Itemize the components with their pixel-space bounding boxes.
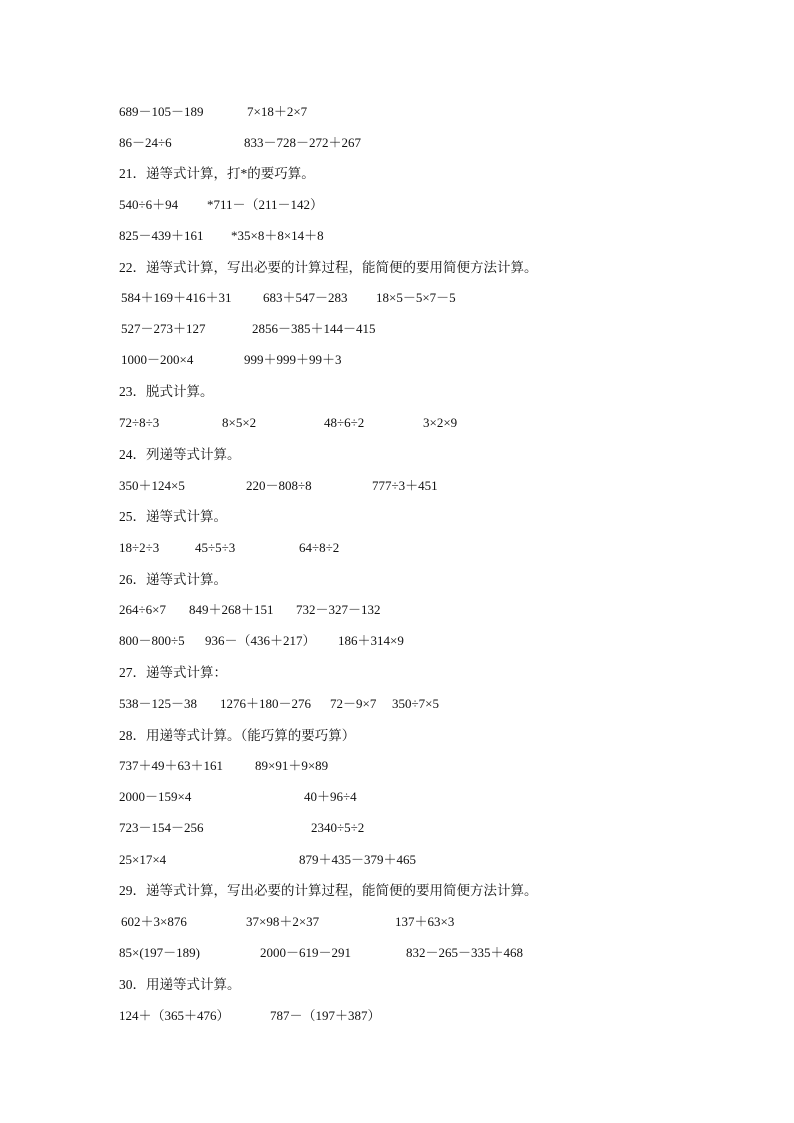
expression-row: [0, 818, 794, 838]
expression: 48÷6÷2: [324, 415, 365, 430]
expression: 85×(197－189): [119, 945, 200, 960]
expression-row: [0, 195, 794, 215]
question-heading: [0, 507, 794, 527]
expression: 832－265－335＋468: [406, 945, 524, 960]
expression-row: [0, 943, 794, 963]
expression-row: [0, 912, 794, 932]
expression: 64÷8÷2: [299, 540, 340, 555]
expression-row: [0, 476, 794, 496]
expression-row: [0, 1006, 794, 1026]
question-heading: [0, 881, 794, 901]
expression: 2856－385＋144－415: [252, 321, 376, 336]
expression: 264÷6×7: [119, 602, 166, 617]
expression: 18÷2÷3: [119, 540, 160, 555]
expression: 2000－619－291: [260, 945, 352, 960]
expression: 527－273＋127: [121, 321, 206, 336]
expression: 584＋169＋416＋31: [121, 290, 232, 305]
expression: 220－808÷8: [246, 478, 312, 493]
expression: 689－105－189: [119, 104, 204, 119]
expression: 1276＋180－276: [220, 696, 312, 711]
expression: 86－24÷6: [119, 135, 172, 150]
expression: 999＋999＋99＋3: [244, 352, 342, 367]
question-heading: [0, 258, 794, 278]
question-heading: [0, 382, 794, 402]
question-text: 30．用递等式计算。: [119, 977, 241, 992]
expression-row: [0, 133, 794, 153]
expression: 737＋49＋63＋161: [119, 758, 224, 773]
expression-row: [0, 350, 794, 370]
expression: 72－9×7: [330, 696, 377, 711]
expression: 7×18＋2×7: [247, 104, 308, 119]
expression: 602＋3×876: [121, 914, 187, 929]
question-heading: [0, 570, 794, 590]
expression-row: [0, 631, 794, 651]
question-text: 27．递等式计算：: [119, 665, 227, 680]
expression: *35×8＋8×14＋8: [231, 228, 324, 243]
expression: 879＋435－379＋465: [299, 852, 417, 867]
expression: 18×5－5×7－5: [376, 290, 456, 305]
expression: 40＋96÷4: [304, 789, 357, 804]
expression: 45÷5÷3: [195, 540, 236, 555]
expression-row: [0, 413, 794, 433]
question-text: 26．递等式计算。: [119, 572, 227, 587]
expression: 350＋124×5: [119, 478, 185, 493]
expression: 777÷3＋451: [372, 478, 438, 493]
expression: 8×5×2: [222, 415, 257, 430]
expression: 936－（436＋217）: [205, 633, 316, 648]
question-text: 24．列递等式计算。: [119, 447, 241, 462]
expression: 350÷7×5: [392, 696, 439, 711]
expression-row: [0, 319, 794, 339]
expression: 186＋314×9: [338, 633, 404, 648]
expression: 732－327－132: [296, 602, 381, 617]
expression: 800－800÷5: [119, 633, 185, 648]
expression: 683＋547－283: [263, 290, 348, 305]
expression-row: [0, 226, 794, 246]
expression: 3×2×9: [423, 415, 458, 430]
expression: 538－125－38: [119, 696, 198, 711]
question-heading: [0, 663, 794, 683]
expression: 833－728－272＋267: [244, 135, 362, 150]
expression: 37×98＋2×37: [246, 914, 320, 929]
expression: 2000－159×4: [119, 789, 192, 804]
expression-row: [0, 102, 794, 122]
question-text: 21．递等式计算，打*的要巧算。: [119, 166, 315, 181]
expression-row: [0, 538, 794, 558]
expression-row: [0, 600, 794, 620]
expression: 825－439＋161: [119, 228, 204, 243]
expression: 72÷8÷3: [119, 415, 160, 430]
expression: *711－（211－142）: [207, 197, 324, 212]
question-text: 28．用递等式计算。（能巧算的要巧算）: [119, 728, 356, 743]
expression-row: [0, 694, 794, 714]
expression-row: [0, 756, 794, 776]
expression-row: [0, 850, 794, 870]
question-heading: [0, 445, 794, 465]
expression: 849＋268＋151: [189, 602, 274, 617]
expression: 1000－200×4: [121, 352, 194, 367]
expression: 124＋（365＋476）: [119, 1008, 230, 1023]
question-text: 25．递等式计算。: [119, 509, 227, 524]
expression-row: [0, 787, 794, 807]
expression-row: [0, 288, 794, 308]
expression: 723－154－256: [119, 820, 204, 835]
expression: 89×91＋9×89: [255, 758, 329, 773]
question-heading: [0, 975, 794, 995]
expression: 25×17×4: [119, 852, 167, 867]
question-heading: [0, 726, 794, 746]
question-heading: [0, 164, 794, 184]
expression: 787－（197＋387）: [270, 1008, 381, 1023]
expression: 540÷6＋94: [119, 197, 179, 212]
question-text: 23．脱式计算。: [119, 384, 214, 399]
expression: 2340÷5÷2: [311, 820, 365, 835]
question-text: 29．递等式计算，写出必要的计算过程，能简便的要用简便方法计算。: [119, 883, 538, 898]
question-text: 22．递等式计算，写出必要的计算过程，能简便的要用简便方法计算。: [119, 260, 538, 275]
expression: 137＋63×3: [395, 914, 455, 929]
